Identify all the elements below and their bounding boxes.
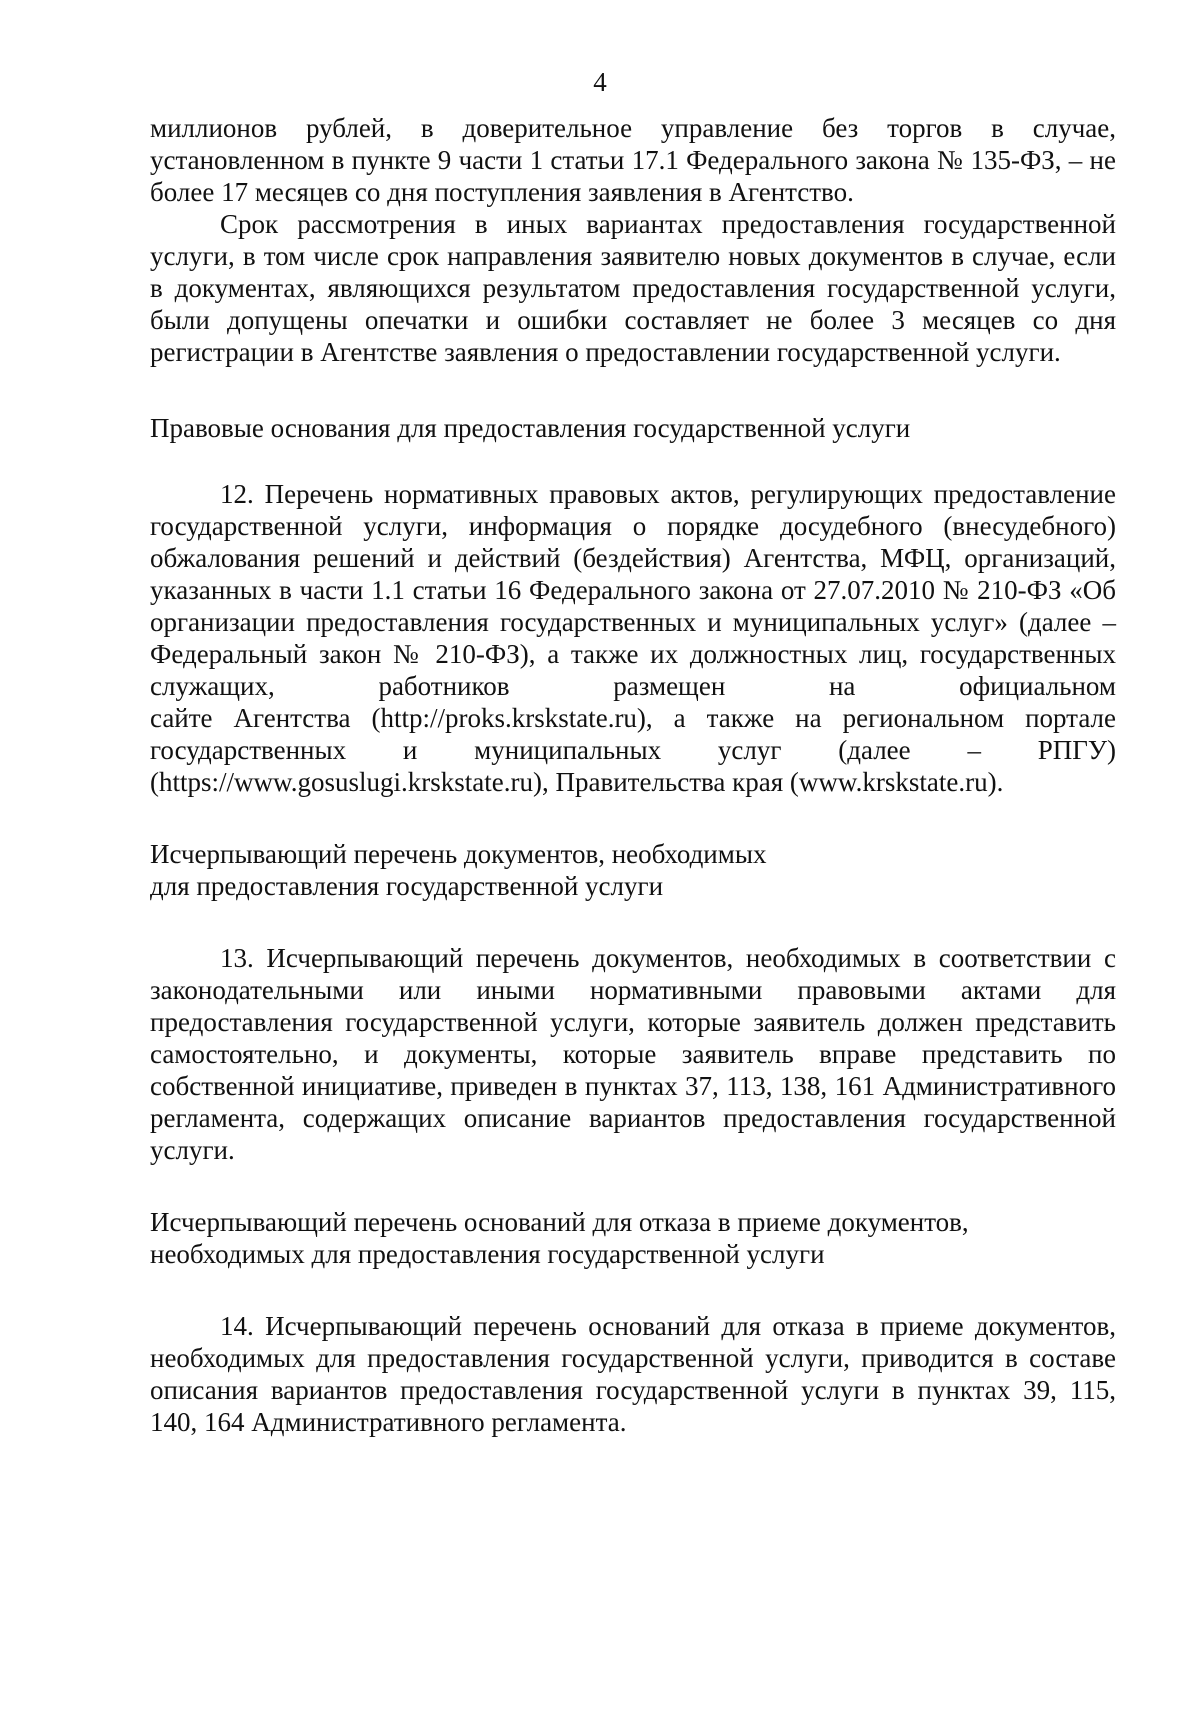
- page-number: 4: [593, 67, 607, 97]
- section-heading-documents-line1: Исчерпывающий перечень документов, необходимых: [150, 839, 767, 869]
- paragraph-13: 13. Исчерпывающий перечень документов, необходимых в соответствии с законодательными или иными нормативными правовыми актами для предоставления государственной услуги, которые заявитель должен представить самостоятельно, и документы, которые заявитель вправе представить по собственной инициативе, приведен в пунктах 37, 113, 138, 161 Административного регламента, содержащих описание вариантов предоставления государственной услуги.: [150, 943, 1116, 1165]
- section-heading-legal-basis: Правовые основания для предоставления государственной услуги: [150, 413, 911, 443]
- paragraph-14: 14. Исчерпывающий перечень оснований для отказа в приеме документов, необходимых для предоставления государственной услуги, приводится в составе описания вариантов предоставления государственной услуги в пунктах 39, 115, 140, 164 Административного регламента.: [150, 1311, 1116, 1437]
- section-heading-refusal-line1: Исчерпывающий перечень оснований для отказа в приеме документов,: [150, 1207, 969, 1237]
- paragraph-12-continued: сайте Агентства (http://proks.krskstate.ru), а также на региональном портале государственных и муниципальных услуг (далее – РПГУ) (https://www.gosuslugi.krskstate.ru), Правительства края (www.krskstate.ru).: [150, 703, 1116, 797]
- section-heading-refusal-line2: необходимых для предоставления государственной услуги: [150, 1239, 825, 1269]
- document-body: [150, 112, 1116, 1438]
- section-heading-documents-line2: для предоставления государственной услуги: [150, 871, 664, 901]
- paragraph-12: 12. Перечень нормативных правовых актов, регулирующих предоставление государственной услуги, информация о порядке досудебного (внесудебного) обжалования решений и действий (бездействия) Агентства, МФЦ, организаций, указанных в части 1.1 статьи 16 Федерального закона от 27.07.2010 № 210-ФЗ «Об организации предоставления государственных и муниципальных услуг» (далее – Федеральный закон № 210-ФЗ), а также их должностных лиц, государственных служащих, работников размещен на официальном: [150, 479, 1116, 701]
- paragraph-continuation: миллионов рублей, в доверительное управление без торгов в случае, установленном в пункте 9 части 1 статьи 17.1 Федерального закона № 135-ФЗ, – не более 17 месяцев со дня поступления заявления в Агентство.: [150, 113, 1116, 207]
- paragraph-review-term: Срок рассмотрения в иных вариантах предоставления государственной услуги, в том числе срок направления заявителю новых документов в случае, если в документах, являющихся результатом предоставления государственной услуги, были допущены опечатки и ошибки составляет не более 3 месяцев со дня регистрации в Агентстве заявления о предоставлении государственной услуги.: [150, 209, 1116, 367]
